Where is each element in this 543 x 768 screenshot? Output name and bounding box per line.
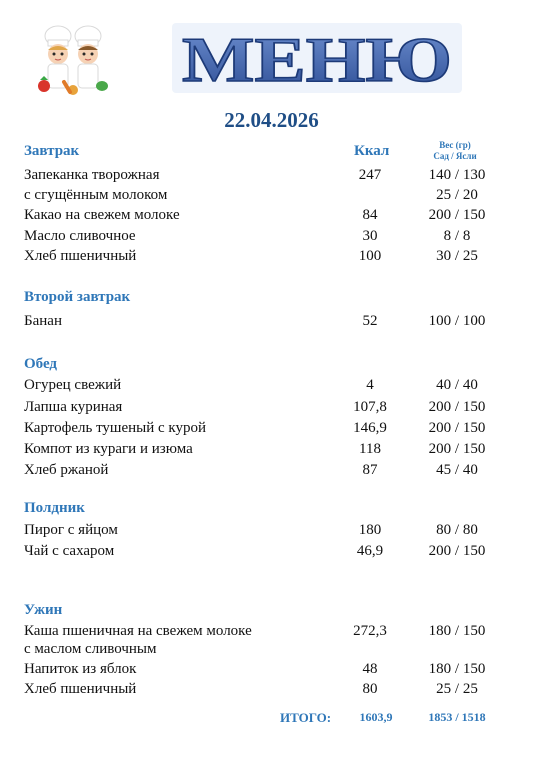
section-title-breakfast: Завтрак bbox=[24, 143, 80, 159]
dish-weight: 200 / 150 bbox=[428, 441, 486, 457]
menu-row bbox=[0, 543, 543, 563]
dish-weight: 180 / 150 bbox=[428, 623, 486, 639]
dish-kcal: 48 bbox=[362, 661, 378, 677]
total-weight: 1853 / 1518 bbox=[428, 710, 486, 724]
page-title: МЕНЮ bbox=[182, 24, 452, 93]
dish-name: Хлеб ржаной bbox=[24, 462, 109, 478]
dish-kcal: 46,9 bbox=[356, 543, 384, 559]
dish-name: с сгущённым молоком bbox=[24, 187, 168, 203]
dish-kcal: 30 bbox=[362, 228, 378, 244]
menu-row bbox=[0, 522, 543, 542]
menu-row bbox=[0, 623, 543, 643]
dish-weight: 40 / 40 bbox=[436, 377, 478, 393]
dish-weight: 8 / 8 bbox=[443, 228, 471, 244]
dish-kcal: 180 bbox=[358, 522, 382, 538]
weight-column-header-line1: Вес (гр) bbox=[439, 140, 471, 150]
menu-row bbox=[0, 420, 543, 440]
dish-weight: 180 / 150 bbox=[428, 661, 486, 677]
total-kcal: 1603,9 bbox=[359, 710, 393, 724]
dish-weight: 25 / 20 bbox=[436, 187, 478, 203]
dish-name: Хлеб пшеничный bbox=[24, 681, 137, 697]
dish-weight: 200 / 150 bbox=[428, 207, 486, 223]
dish-name: Картофель тушеный с курой bbox=[24, 420, 207, 436]
menu-title-banner bbox=[172, 23, 462, 93]
section-title-second-breakfast: Второй завтрак bbox=[24, 289, 131, 305]
dish-name: Огурец свежий bbox=[24, 377, 122, 393]
menu-row bbox=[0, 377, 543, 397]
dish-kcal: 118 bbox=[359, 441, 381, 457]
dish-kcal: 84 bbox=[362, 207, 378, 223]
chef-kids-icon bbox=[36, 22, 110, 96]
total-row bbox=[0, 710, 543, 730]
menu-row bbox=[0, 641, 543, 661]
dish-name: Какао на свежем молоке bbox=[24, 207, 180, 223]
section-title-lunch: Обед bbox=[24, 356, 58, 372]
dish-name: Хлеб пшеничный bbox=[24, 248, 137, 264]
menu-row bbox=[0, 661, 543, 681]
section-title-dinner: Ужин bbox=[24, 602, 63, 618]
dish-weight: 200 / 150 bbox=[428, 420, 486, 436]
dish-weight: 45 / 40 bbox=[436, 462, 478, 478]
dish-name: Компот из кураги и изюма bbox=[24, 441, 193, 457]
menu-row bbox=[0, 248, 543, 268]
dish-name: с маслом сливочным bbox=[24, 641, 157, 657]
weight-column-header bbox=[418, 140, 492, 162]
dish-weight: 200 / 150 bbox=[428, 399, 486, 415]
dish-name: Масло сливочное bbox=[24, 228, 136, 244]
menu-row bbox=[0, 462, 543, 482]
dish-kcal: 87 bbox=[362, 462, 378, 478]
dish-weight: 140 / 130 bbox=[428, 167, 486, 183]
dish-kcal: 4 bbox=[366, 377, 374, 393]
dish-name: Банан bbox=[24, 313, 62, 329]
kcal-column-header: Ккал bbox=[354, 143, 390, 159]
menu-row bbox=[0, 167, 543, 187]
menu-row bbox=[0, 313, 543, 333]
menu-row bbox=[0, 228, 543, 248]
dish-kcal: 107,8 bbox=[353, 399, 387, 415]
menu-row bbox=[0, 207, 543, 227]
dish-weight: 200 / 150 bbox=[428, 543, 486, 559]
dish-weight: 25 / 25 bbox=[436, 681, 478, 697]
dish-kcal: 100 bbox=[358, 248, 382, 264]
menu-row bbox=[0, 441, 543, 461]
dish-name: Каша пшеничная на свежем молоке bbox=[24, 623, 252, 639]
dish-kcal: 80 bbox=[362, 681, 378, 697]
dish-name: Напиток из яблок bbox=[24, 661, 137, 677]
menu-date: 22.04.2026 bbox=[224, 108, 319, 132]
dish-weight: 100 / 100 bbox=[428, 313, 486, 329]
dish-name: Пирог с яйцом bbox=[24, 522, 118, 538]
dish-kcal: 247 bbox=[358, 167, 382, 183]
dish-name: Чай с сахаром bbox=[24, 543, 115, 559]
dish-kcal: 272,3 bbox=[353, 623, 387, 639]
dish-name: Запеканка творожная bbox=[24, 167, 160, 183]
total-label: ИТОГО: bbox=[280, 710, 332, 725]
section-title-snack: Полдник bbox=[24, 500, 85, 516]
dish-weight: 30 / 25 bbox=[436, 248, 478, 264]
dish-weight: 80 / 80 bbox=[436, 522, 478, 538]
menu-row bbox=[0, 187, 543, 207]
menu-row bbox=[0, 399, 543, 419]
weight-column-header-line2: Сад / Ясли bbox=[433, 151, 477, 161]
dish-name: Лапша куриная bbox=[24, 399, 123, 415]
dish-kcal: 52 bbox=[362, 313, 378, 329]
menu-row bbox=[0, 681, 543, 701]
dish-kcal: 146,9 bbox=[353, 420, 387, 436]
